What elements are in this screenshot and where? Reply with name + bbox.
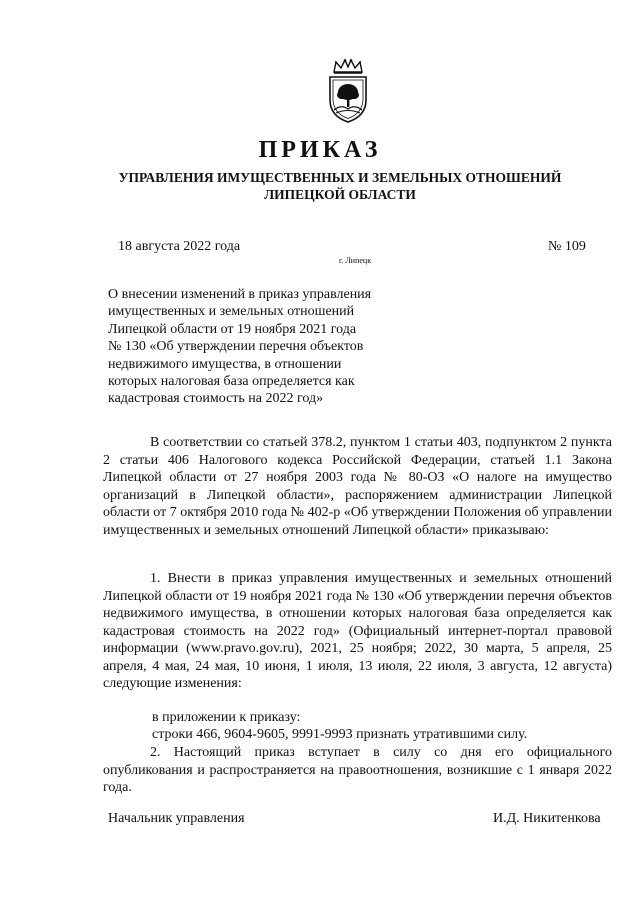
document-title: ПРИКАЗ xyxy=(258,137,382,163)
subject-line: № 130 «Об утверждении перечня объектов xyxy=(108,339,364,355)
signatory-name: И.Д. Никитенкова xyxy=(493,811,601,826)
issuing-authority xyxy=(80,169,600,203)
subject-line: которых налоговая база определяется как xyxy=(108,374,355,390)
item-2-paragraph: 2. Настоящий приказ вступает в силу со дня его официального опубликования и распространяется на правоотношения, возникшие с 1 января 2022 года. xyxy=(103,745,612,795)
document-subject xyxy=(108,286,408,408)
item-1-subclause: в приложении к приказу: xyxy=(152,710,301,725)
subject-line: недвижимого имущества, в отношении xyxy=(108,356,342,372)
document-city: г. Липецк xyxy=(339,256,372,265)
signatory-position: Начальник управления xyxy=(108,811,245,826)
subject-line: Липецкой области от 19 ноября 2021 года xyxy=(108,321,357,337)
item-1-paragraph: 1. Внести в приказ управления имущественных и земельных отношений Липецкой области от 19 ноября 2021 года № 130 «Об утверждении перечня объектов недвижимого имущества, в отношении которых налоговая база определяется как кадастровая стоимость на 2022 год» (Официальный интернет-портал правовой информации (www.pravo.gov.ru), 2021, 25 ноября; 2022, 30 марта, 5 апреля, 25 апреля, 4 мая, 24 мая, 10 июня, 1 июля, 13 июля, 22 июля, 3 августа, 12 августа) следующие изменения: xyxy=(103,571,612,691)
subject-line: имущественных и земельных отношений xyxy=(108,304,355,320)
item-1-rows: строки 466, 9604-9605, 9991-9993 признать утратившими силу. xyxy=(152,727,528,742)
authority-line-2: ЛИПЕЦКОЙ ОБЛАСТИ xyxy=(264,187,416,202)
preamble-paragraph: В соответствии со статьей 378.2, пунктом 1 статьи 403, подпунктом 2 пункта 2 статьи 406 Налогового кодекса Российской Федерации, статьей 1.1 Закона Липецкой области от 27 ноября 2003 года № 80-ОЗ «О налоге на имущество организаций в Липецкой области», распоряжением администрации Липецкой области от 7 октября 2010 года № 402-р «Об утверждении Положения об управлении имущественных и земельных отношений Липецкой области» приказываю: xyxy=(103,435,612,538)
document-number: № 109 xyxy=(548,239,586,254)
document-date: 18 августа 2022 года xyxy=(118,239,241,254)
lipetsk-coat-of-arms-icon xyxy=(322,58,374,124)
subject-line: кадастровая стоимость на 2022 год» xyxy=(108,391,324,407)
subject-line: О внесении изменений в приказ управления xyxy=(108,287,372,302)
authority-line-1: УПРАВЛЕНИЯ ИМУЩЕСТВЕННЫХ И ЗЕМЕЛЬНЫХ ОТНОШЕНИЙ xyxy=(118,170,562,185)
